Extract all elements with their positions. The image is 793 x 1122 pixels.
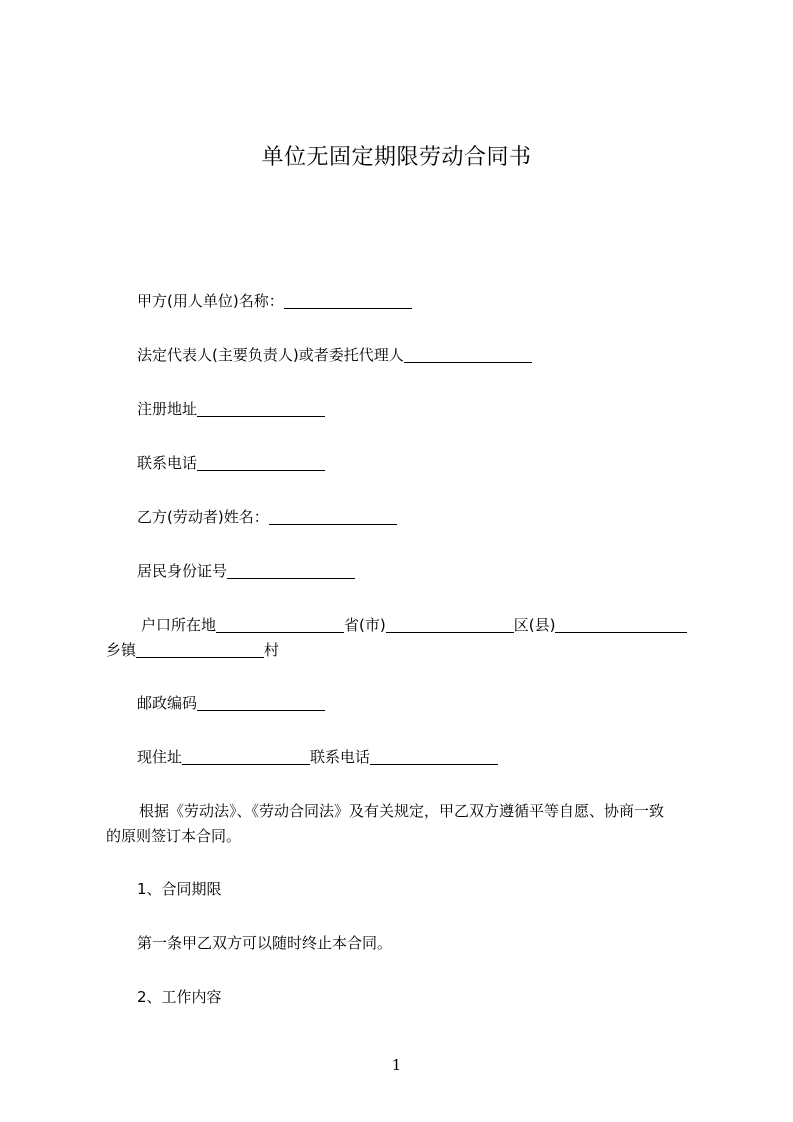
household-line-1	[141, 614, 687, 636]
page-number: 1	[391, 1056, 402, 1074]
current-phone-blank	[370, 763, 498, 765]
reg-address-blank	[197, 415, 325, 417]
household-blank-5	[136, 656, 264, 658]
current-phone-label: 联系电话	[310, 748, 371, 766]
party-a-name-blank	[284, 307, 412, 309]
article-1: 第一条甲乙双方可以随时终止本合同。	[137, 934, 393, 952]
current-address-line	[137, 746, 498, 768]
current-address-blank	[182, 763, 310, 765]
postal-code-label: 邮政编码	[137, 694, 198, 712]
party-b-name-line	[137, 506, 397, 528]
id-number-line	[137, 560, 355, 582]
id-number-blank	[227, 577, 355, 579]
reg-address-line	[137, 398, 325, 420]
document-title: 单位无固定期限劳动合同书	[261, 145, 532, 170]
household-blank-2	[386, 631, 514, 633]
section-1-heading: 1、合同期限	[137, 880, 222, 898]
household-district-label: 区(县)	[513, 616, 556, 634]
preamble-line-2: 的原则签订本合同。	[106, 827, 242, 845]
postal-code-blank	[197, 709, 325, 711]
household-blank-3	[555, 631, 647, 633]
id-number-label: 居民身份证号	[137, 562, 228, 580]
phone-a-label: 联系电话	[137, 454, 198, 472]
household-blank-1	[216, 631, 344, 633]
legal-rep-blank	[404, 361, 532, 363]
postal-code-line	[137, 692, 325, 714]
household-line-2	[106, 639, 279, 661]
section-2-heading: 2、工作内容	[137, 988, 222, 1006]
party-b-name-blank	[269, 523, 397, 525]
legal-rep-label: 法定代表人(主要负责人)或者委托代理人	[137, 346, 404, 364]
household-province-label: 省(市)	[344, 616, 386, 634]
household-blank-4	[647, 631, 687, 633]
phone-a-line	[137, 452, 325, 474]
party-b-name-label: 乙方(劳动者)姓名：	[137, 508, 269, 526]
preamble-line-1: 根据《劳动法》、《劳动合同法》及有关规定，甲乙双方遵循平等自愿、协商一致	[139, 802, 665, 820]
party-a-name-line	[137, 290, 412, 312]
household-township-label: 乡镇	[106, 641, 137, 659]
phone-a-blank	[197, 469, 325, 471]
current-address-label: 现住址	[137, 748, 183, 766]
reg-address-label: 注册地址	[137, 400, 198, 418]
household-label: 户口所在地	[141, 616, 217, 634]
household-village-label: 村	[264, 641, 280, 659]
party-a-name-label: 甲方(用人单位)名称：	[137, 292, 284, 310]
legal-rep-line	[137, 344, 532, 366]
